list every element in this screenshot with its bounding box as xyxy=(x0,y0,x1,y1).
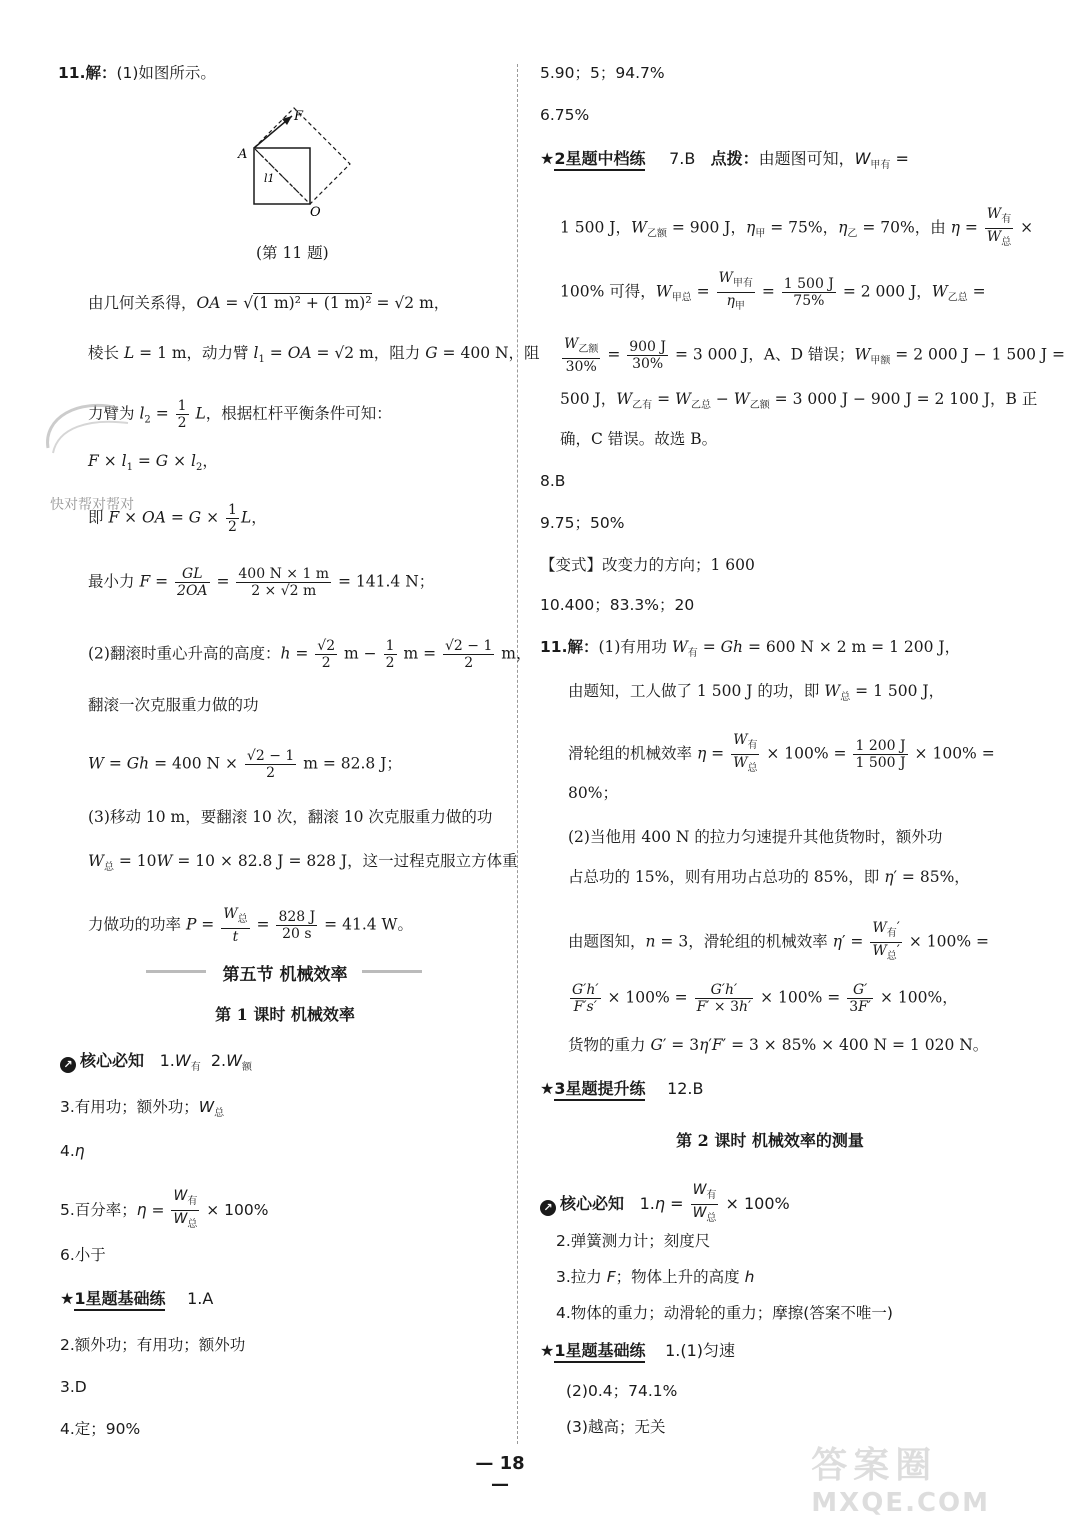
r5: 5.90；5；94.7% xyxy=(540,64,665,82)
line-oa: 由几何关系得，OA = √(1 m)² + (1 m)² = √2 m， xyxy=(88,294,450,312)
rc2: 2.弹簧测力计；刻度尺 xyxy=(556,1232,711,1250)
r11h: $\frac{G'h'}{F's'}$ × 100% = $\frac{G'h'}{F' \times 3h'}$ × 100% = $\frac{G'}{3F'}$ × 100%， xyxy=(572,982,958,1015)
figure-caption: (第 11 题) xyxy=(256,244,329,262)
r9: 9.75；50% xyxy=(540,514,625,532)
core-arrow-icon: ↗ xyxy=(540,1200,556,1216)
label-a: A xyxy=(238,147,248,162)
r11d: 80%； xyxy=(568,784,618,802)
r8: 8.B xyxy=(540,472,566,490)
section-title: 第五节 机械效率 xyxy=(222,965,348,985)
l3: 3.有用功；额外功；$W_总$ xyxy=(60,1098,225,1120)
l5: 5.百分率；η = $\frac{W_有}{W_总}$ × 100% xyxy=(60,1188,269,1230)
r11g: 由题图知，n = 3，滑轮组的机械效率 η′ = $\frac{W_有'}{W_总'}$ × 100% = xyxy=(568,920,989,962)
line-resist-arm: 力臂为 $l_2$ = $\frac{1}{2}$ L，根据杠杆平衡条件可知： xyxy=(88,398,392,431)
star1-badge-right: ★1星题基础练 1.(1)匀速 xyxy=(540,1340,735,1362)
watermark-main: 答案圈 xyxy=(811,1445,938,1486)
column-divider xyxy=(517,64,518,1444)
rs2: (2)0.4；74.1% xyxy=(566,1382,678,1400)
r11b: 由题知，工人做了 1 500 J 的功，即 $W_总 = 1$ 500 J， xyxy=(568,682,945,704)
lesson2-title: 第 2 课时 机械效率的测量 xyxy=(676,1131,864,1150)
l3b: 3.D xyxy=(60,1378,87,1396)
page-number: — 18 — xyxy=(475,1453,525,1495)
r11c: 滑轮组的机械效率 η = $\frac{W_有}{W_总}$ × 100% = $\frac{1 200 J}{1 500 J}$ × 100% = xyxy=(568,732,995,774)
line-arm: 棱长 L = 1 m，动力臂 $l_1$ = OA = √2 m，阻力 G = 400 N，阻 xyxy=(88,344,540,366)
r10: 10.400；83.3%；20 xyxy=(540,596,695,614)
star1-badge-left: ★1星题基础练 1.A xyxy=(60,1288,213,1310)
stamp-text: 快对帮对帮对 xyxy=(50,497,134,513)
r11: 11.解：(1)有用功 $W_有 = Gh = 600$ N × 2 m = 1 200 J， xyxy=(540,638,961,660)
core-badge-left: ↗ 核心必知 $1.W_有$ $2.W_额$ xyxy=(60,1050,252,1079)
l4b: 4.定；90% xyxy=(60,1420,141,1438)
watermark-url: MXQE.COM xyxy=(811,1488,990,1518)
line-p3b: $W_总 = 10W = 10 \times 82.8$ J = 828 J，这一过程克服立方体重 xyxy=(88,852,518,874)
q11-heading: 11.解：(1)如图所示。 xyxy=(58,64,216,82)
r6: 6.75% xyxy=(540,106,590,124)
rvar: 【变式】改变力的方向；1 600 xyxy=(540,556,755,574)
core-badge-right: ↗ 核心必知 1.η = $\frac{W_有}{W_总}$ × 100% xyxy=(540,1182,790,1227)
star2-badge: ★2星题中档练 7.B 点拨：由题图可知，$W_{甲有}$ = xyxy=(540,149,909,172)
rc4: 4.物体的重力；动滑轮的重力；摩擦(答案不唯一) xyxy=(556,1304,893,1322)
line-balance: $F \times l_1 = G \times l_2$， xyxy=(88,452,218,474)
handwritten-stamp xyxy=(38,388,158,468)
line-p2b: 翻滚一次克服重力做的功 xyxy=(88,696,259,714)
lever-figure xyxy=(232,108,352,220)
star3-badge: ★3星题提升练 12.B xyxy=(540,1078,703,1100)
l2b: 2.额外功；有用功；额外功 xyxy=(60,1336,246,1354)
line-min-force: 最小力 F = $\frac{GL}{2OA}$ = $\frac{400 N \times 1 m}{2 \times √2 m}$ = 141.4 N； xyxy=(88,566,435,599)
r7e: 500 J，$W_{乙有} = W_{乙总} - W_{乙额} = 3$ 000 J − 900 J = 2 100 J，B 正 xyxy=(560,390,1038,412)
star-icon: ★ xyxy=(540,149,555,168)
watermark-logo xyxy=(811,1437,990,1518)
r7c: 100% 可得，$W_{甲总}$ = $\frac{W_{甲有}}{\eta_甲}$ = $\frac{1 500 J}{75\%}$ = 2 000 J，$W_{乙总}$ = xyxy=(560,270,986,312)
line-ji: 即 F × OA = G × $\frac{1}{2}$ L， xyxy=(88,502,267,535)
line-p2: (2)翻滚时重心升高的高度：h = $\frac{√2}{2}$ m − $\frac{1}{2}$ m = $\frac{√2 - 1}{2}$ m， xyxy=(88,638,532,671)
star-icon: ★ xyxy=(540,1341,555,1360)
rs3: (3)越高；无关 xyxy=(566,1418,666,1436)
r7f: 确，C 错误。故选 B。 xyxy=(560,430,718,448)
lesson1-title: 第 1 课时 机械效率 xyxy=(215,1005,355,1024)
label-o: O xyxy=(310,205,321,220)
r7d: $\frac{W_{乙额}}{30\%}$ = $\frac{900 J}{30\%}$ = 3 000 J，A、D 错误；$W_{甲额} = 2$ 000 J − 1 500 J = xyxy=(564,336,1065,375)
rc3: 3.拉力 F；物体上升的高度 h xyxy=(556,1268,755,1286)
l6: 6.小于 xyxy=(60,1246,106,1264)
star-icon: ★ xyxy=(60,1289,75,1308)
core-arrow-icon: ↗ xyxy=(60,1057,76,1073)
r11f: 占总功的 15%，则有用功占总功的 85%，即 η′ = 85%， xyxy=(568,868,970,886)
line-w: W = Gh = 400 N × $\frac{√2 - 1}{2}$ m = 82.8 J； xyxy=(88,748,402,781)
r7b: 1 500 J，$W_{乙额} = 900$ J，$\eta_甲 = 75\%$，$\eta_乙 = 70\%$，由 η = $\frac{W_有}{W_总}$ × xyxy=(560,206,1034,248)
label-f: F xyxy=(294,109,304,124)
line-p3c: 力做功的功率 P = $\frac{W_总}{t}$ = $\frac{828 J}{20 s}$ = 41.4 W。 xyxy=(88,906,413,945)
r11i: 货物的重力 G′ = 3η′F′ = 3 × 85% × 400 N = 1 020 N。 xyxy=(568,1036,989,1054)
label-l1: l1 xyxy=(264,172,275,185)
r11e: (2)当他用 400 N 的拉力匀速提升其他货物时，额外功 xyxy=(568,828,943,846)
line-p3: (3)移动 10 m，要翻滚 10 次，翻滚 10 次克服重力做的功 xyxy=(88,808,493,826)
star-icon: ★ xyxy=(540,1079,555,1098)
l4: 4.η xyxy=(60,1142,85,1160)
